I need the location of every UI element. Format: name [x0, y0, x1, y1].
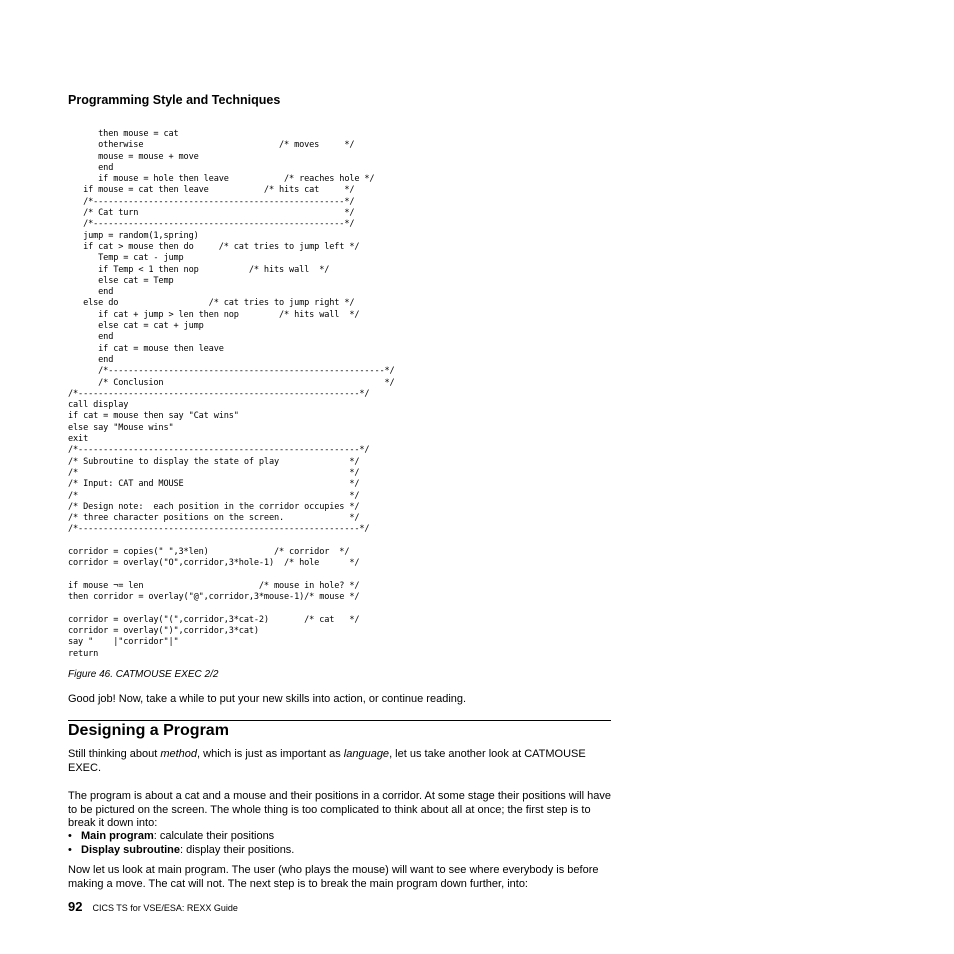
- code-line: /*--------------------------------------------------------*/: [68, 445, 370, 456]
- code-line: /*--------------------------------------------------------*/: [68, 388, 370, 399]
- book-title: CICS TS for VSE/ESA: REXX Guide: [92, 903, 238, 913]
- code-line: if cat > mouse then do /* cat tries to jump left */: [68, 241, 360, 252]
- code-line: then mouse = cat: [68, 129, 179, 139]
- code-line: else cat = Temp: [68, 275, 174, 286]
- code-line: if mouse = hole then leave /* reaches hole */: [68, 174, 375, 185]
- code-line: /* three character positions on the screen. */: [68, 513, 360, 524]
- code-line: /*-------------------------------------------------------*/: [68, 366, 395, 377]
- bullet-list: [68, 829, 294, 857]
- code-line: [68, 603, 395, 614]
- intro-paragraph: [68, 748, 616, 775]
- code-line: if Temp < 1 then nop /* hits wall */: [68, 264, 330, 275]
- code-line: else cat = cat + jump: [68, 321, 204, 332]
- code-line: if mouse = cat then leave /* hits cat */: [68, 185, 355, 196]
- code-line: /*--------------------------------------------------*/: [68, 219, 355, 230]
- code-line: end: [68, 354, 114, 365]
- program-paragraph: The program is about a cat and a mouse and their positions in a corridor. At some stage their positions will have to be pictured on the screen. The whole thing is too complicated to think about all at once; the first step is to break it down into:: [68, 790, 611, 829]
- bullet-icon: •: [68, 830, 72, 842]
- good-job-paragraph: Good job! Now, take a while to put your new skills into action, or continue reading.: [68, 693, 467, 705]
- code-line: corridor = copies(" ",3*len) /* corridor */: [68, 546, 350, 557]
- code-line: Temp = cat - jump: [68, 253, 184, 264]
- code-line: jump = random(1,spring): [68, 230, 199, 241]
- section-rule: [68, 720, 611, 721]
- section-title: Designing a Program: [68, 722, 229, 739]
- code-line: exit: [68, 434, 89, 445]
- code-line: return: [68, 648, 99, 659]
- running-header: Programming Style and Techniques: [68, 93, 281, 107]
- code-line: mouse = mouse + move: [68, 151, 199, 162]
- code-line: call display: [68, 400, 129, 411]
- code-line: else do /* cat tries to jump right */: [68, 298, 355, 309]
- list-item: [68, 829, 294, 843]
- bullet-desc: : calculate their positions: [153, 830, 275, 842]
- code-line: /* Input: CAT and MOUSE */: [68, 479, 360, 490]
- code-line: /* */: [68, 467, 360, 478]
- code-line: if cat + jump > len then nop /* hits wall */: [68, 309, 360, 320]
- code-line: corridor = overlay("(",corridor,3*cat-2) /* cat */: [68, 614, 360, 625]
- bullet-icon: •: [68, 844, 72, 856]
- page-footer: [68, 899, 238, 914]
- intro-emphasis-method: method: [160, 748, 198, 760]
- intro-text-3: , let us take another look at CATMOUSE EXEC.: [68, 748, 586, 774]
- list-item: [68, 843, 294, 857]
- code-line: corridor = overlay("O",corridor,3*hole-1) /* hole */: [68, 558, 360, 569]
- code-line: then corridor = overlay("@",corridor,3*mouse-1)/* mouse */: [68, 592, 360, 603]
- code-line: /* Design note: each position in the corridor occupies */: [68, 501, 360, 512]
- code-line: /* */: [68, 490, 360, 501]
- intro-text-1: Still thinking about: [68, 748, 161, 760]
- intro-text-2: , which is just as important as: [197, 748, 344, 760]
- code-line: corridor = overlay(")",corridor,3*cat): [68, 626, 259, 637]
- code-line: else say "Mouse wins": [68, 422, 174, 433]
- code-line: /*--------------------------------------------------------*/: [68, 524, 370, 535]
- figure-caption: Figure 46. CATMOUSE EXEC 2/2: [68, 669, 219, 680]
- code-line: [68, 570, 395, 581]
- code-line: end: [68, 287, 114, 298]
- code-line: if mouse ¬= len /* mouse in hole? */: [68, 580, 360, 591]
- code-line: end: [68, 332, 114, 343]
- bullet-desc: : display their positions.: [180, 844, 295, 856]
- code-line: otherwise /* moves */: [68, 140, 355, 151]
- code-line: /* Conclusion */: [68, 377, 395, 388]
- page-number: 92: [68, 899, 83, 914]
- now-let-paragraph: Now let us look at main program. The user (who plays the mouse) will want to see where everybody is before making a move. The cat will not. The next step is to break the main program down further, into:: [68, 864, 599, 890]
- code-line: say " |"corridor"|": [68, 637, 179, 648]
- code-line: /* Cat turn */: [68, 208, 355, 219]
- intro-emphasis-language: language: [343, 748, 390, 760]
- code-line: if cat = mouse then leave: [68, 343, 224, 354]
- code-line: [68, 536, 395, 547]
- code-line: end: [68, 162, 114, 173]
- code-line: if cat = mouse then say "Cat wins": [68, 411, 239, 422]
- bullet-term: Display subroutine: [81, 844, 181, 856]
- bullet-term: Main program: [81, 830, 154, 842]
- code-line: /*--------------------------------------------------*/: [68, 196, 355, 207]
- code-line: /* Subroutine to display the state of play */: [68, 456, 360, 467]
- code-listing: [68, 129, 395, 660]
